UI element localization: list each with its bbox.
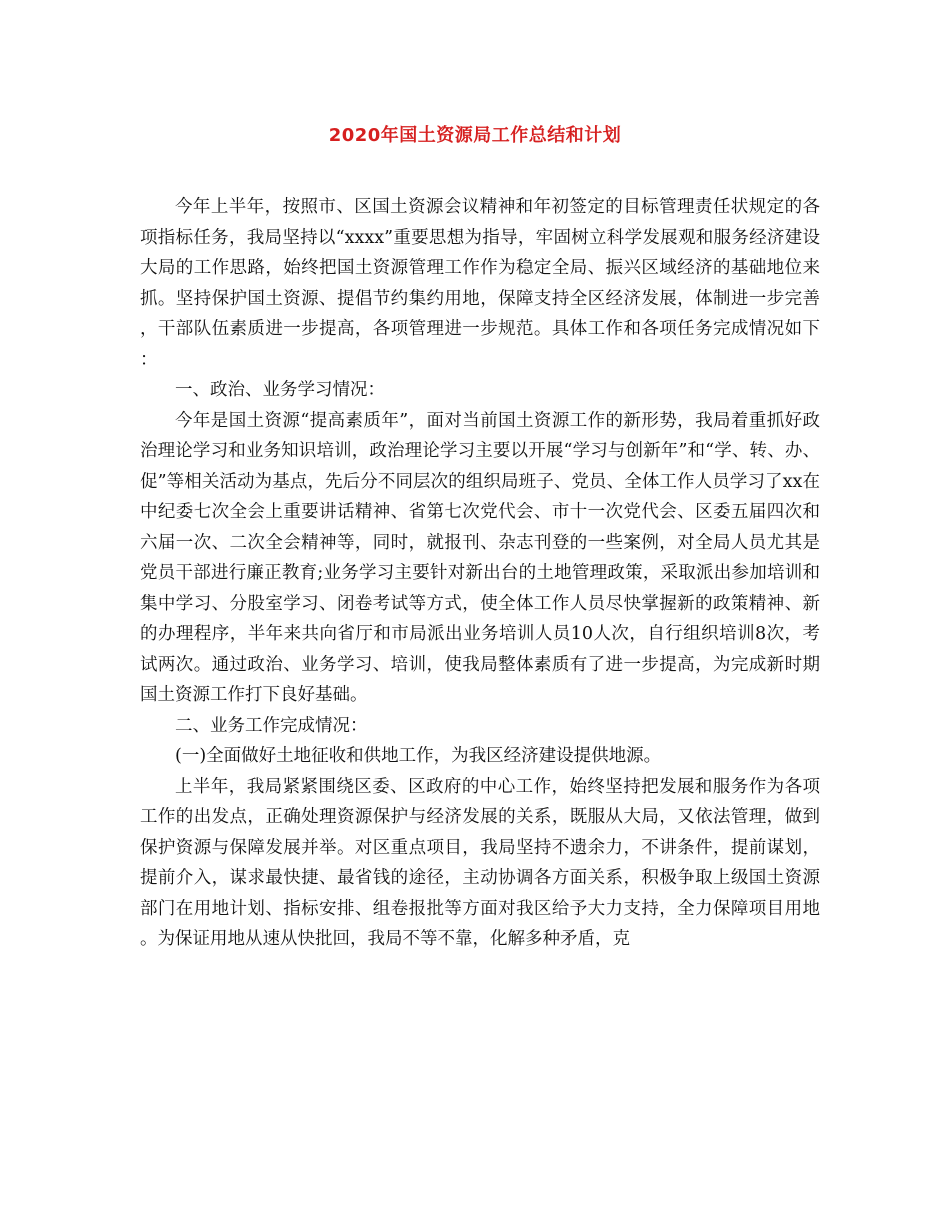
subsection-heading-land: (一)全面做好土地征收和供地工作，为我区经济建设提供地源。 (175, 746, 662, 766)
paragraph-intro: 今年上半年，按照市、区国土资源会议精神和年初签定的目标管理责任状规定的各项指标任务，我局坚持以“xxxx”重要思想为指导，牢固树立科学发展观和服务经济建设大局的工作思路，始终把国土资源管理工作作为稳定全局、振兴区域经济的基础地位来抓。坚持保护国土资源、提倡节约集约用地，保障支持全区经济发展，体制进一步完善，干部队伍素质进一步提高，各项管理进一步规范。具体工作和各项任务完成情况如下： (140, 197, 820, 370)
paragraph-study: 今年是国土资源“提高素质年”，面对当前国土资源工作的新形势，我局着重抓好政治理论学习和业务知识培训，政治理论学习主要以开展“学习与创新年”和“学、转、办、促”等相关活动为基点，先后分不同层次的组织局班子、党员、全体工作人员学习了xx在中纪委七次全会上重要讲话精神、省第七次党代会、市十一次党代会、区委五届四次和六届一次、二次全会精神等，同时，就报刊、杂志刊登的一些案例，对全局人员尤其是党员干部进行廉正教育;业务学习主要针对新出台的土地管理政策，采取派出参加培训和集中学习、分股室学习、闭卷考试等方式，使全体工作人员尽快掌握新的政策精神、新的办理程序，半年来共向省厅和市局派出业务培训人员10人次，自行组织培训8次，考试两次。通过政治、业务学习、培训，使我局整体素质有了进一步提高，为完成新时期国土资源工作打下良好基础。 (140, 410, 820, 705)
document-body (140, 192, 820, 955)
document-title: 2020年国土资源局工作总结和计划 (328, 125, 622, 146)
section-heading-work: 二、业务工作完成情况： (175, 715, 368, 736)
section-heading-study: 一、政治、业务学习情况： (175, 380, 385, 400)
paragraph-land: 上半年，我局紧紧围绕区委、区政府的中心工作，始终坚持把发展和服务作为各项工作的出发点，正确处理资源保护与经济发展的关系，既服从大局，又依法管理，做到保护资源与保障发展并举。对区重点项目，我局坚持不遗余力，不讲条件，提前谋划，提前介入，谋求最快捷、最省钱的途径，主动协调各方面关系，积极争取上级国土资源部门在用地计划、指标安排、组卷报批等方面对我区给予大力支持，全力保障项目用地。为保证用地从速从快批回，我局不等不靠，化解多种矛盾，克 (140, 776, 820, 949)
